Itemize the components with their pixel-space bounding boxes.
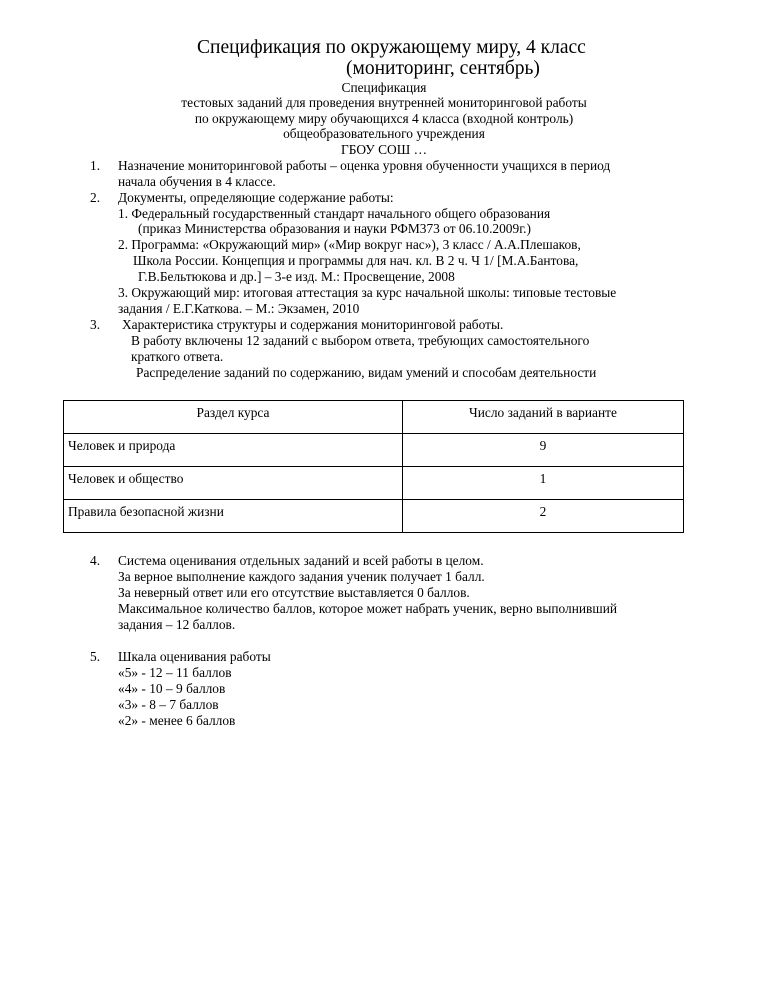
page-subtitle: (мониторинг, сентябрь) (346, 58, 540, 79)
school-name: ГБОУ СОШ … (341, 142, 427, 157)
grade-5: «5» - 12 – 11 баллов (118, 665, 232, 680)
section-4-line-3: За неверный ответ или его отсутствие выставляется 0 баллов. (118, 585, 470, 600)
document-1-line-2: (приказ Министерства образования и науки РФМ373 от 06.10.2009г.) (138, 221, 531, 236)
grade-3: «3» - 8 – 7 баллов (118, 697, 219, 712)
section-1-number: 1. (90, 158, 101, 173)
spec-heading: Спецификация (341, 80, 427, 95)
section-3-line-3: Распределение заданий по содержанию, видам умений и способам деятельности (136, 365, 597, 380)
grade-2: «2» - менее 6 баллов (118, 713, 236, 728)
section-3-heading: Характеристика структуры и содержания мониторинговой работы. (122, 317, 504, 332)
table-header-count: Число заданий в варианте (403, 401, 684, 434)
page-title: Спецификация по окружающему миру, 4 класс (197, 37, 586, 58)
section-4-line-4: Максимальное количество баллов, которое может набрать ученик, верно выполнивший (118, 601, 618, 616)
section-2-number: 2. (90, 190, 101, 205)
table-header-section: Раздел курса (64, 401, 403, 434)
table-cell-section: Правила безопасной жизни (64, 500, 403, 533)
table-header-row (64, 401, 684, 434)
document-2-line-2: Школа России. Концепция и программы для нач. кл. В 2 ч. Ч 1/ [М.А.Бантова, (133, 253, 579, 268)
document-2-line-3: Г.В.Бельтюкова и др.] – 3-е изд. М.: Просвещение, 2008 (138, 269, 455, 284)
table-cell-count: 1 (403, 467, 684, 500)
grade-4: «4» - 10 – 9 баллов (118, 681, 226, 696)
section-3-line-2: краткого ответа. (131, 349, 224, 364)
document-1-line-1: 1. Федеральный государственный стандарт начального общего образования (118, 206, 551, 221)
table-row (64, 434, 684, 467)
task-distribution-table (63, 400, 684, 533)
table-cell-count: 2 (403, 500, 684, 533)
section-2-heading: Документы, определяющие содержание работы: (118, 190, 394, 205)
section-3-line-1: В работу включены 12 заданий с выбором ответа, требующих самостоятельного (131, 333, 590, 348)
table-cell-section: Человек и общество (64, 467, 403, 500)
spec-line-3: по окружающему миру обучающихся 4 класса (входной контроль) (194, 111, 574, 126)
document-3-line-2: задания / Е.Г.Каткова. – М.: Экзамен, 2010 (118, 301, 360, 316)
table-cell-section: Человек и природа (64, 434, 403, 467)
section-4-number: 4. (90, 553, 101, 568)
spec-line-4: общеобразовательного учреждения (283, 126, 485, 141)
section-5-number: 5. (90, 649, 101, 664)
section-1-line-1: Назначение мониторинговой работы – оценка уровня обученности учащихся в период (118, 158, 611, 173)
spec-line-2: тестовых заданий для проведения внутренней мониторинговой работы (181, 95, 587, 110)
table-cell-count: 9 (403, 434, 684, 467)
table-row (64, 500, 684, 533)
document-2-line-1: 2. Программа: «Окружающий мир» («Мир вокруг нас»), 3 класс / А.А.Плешаков, (118, 237, 581, 252)
table-row (64, 467, 684, 500)
document-3-line-1: 3. Окружающий мир: итоговая аттестация за курс начальной школы: типовые тестовые (118, 285, 617, 300)
section-5-heading: Шкала оценивания работы (118, 649, 271, 664)
section-3-number: 3. (90, 317, 101, 332)
section-4-line-2: За верное выполнение каждого задания ученик получает 1 балл. (118, 569, 485, 584)
section-4-line-1: Система оценивания отдельных заданий и всей работы в целом. (118, 553, 484, 568)
section-1-line-2: начала обучения в 4 классе. (118, 174, 276, 189)
section-4-line-5: задания – 12 баллов. (118, 617, 236, 632)
